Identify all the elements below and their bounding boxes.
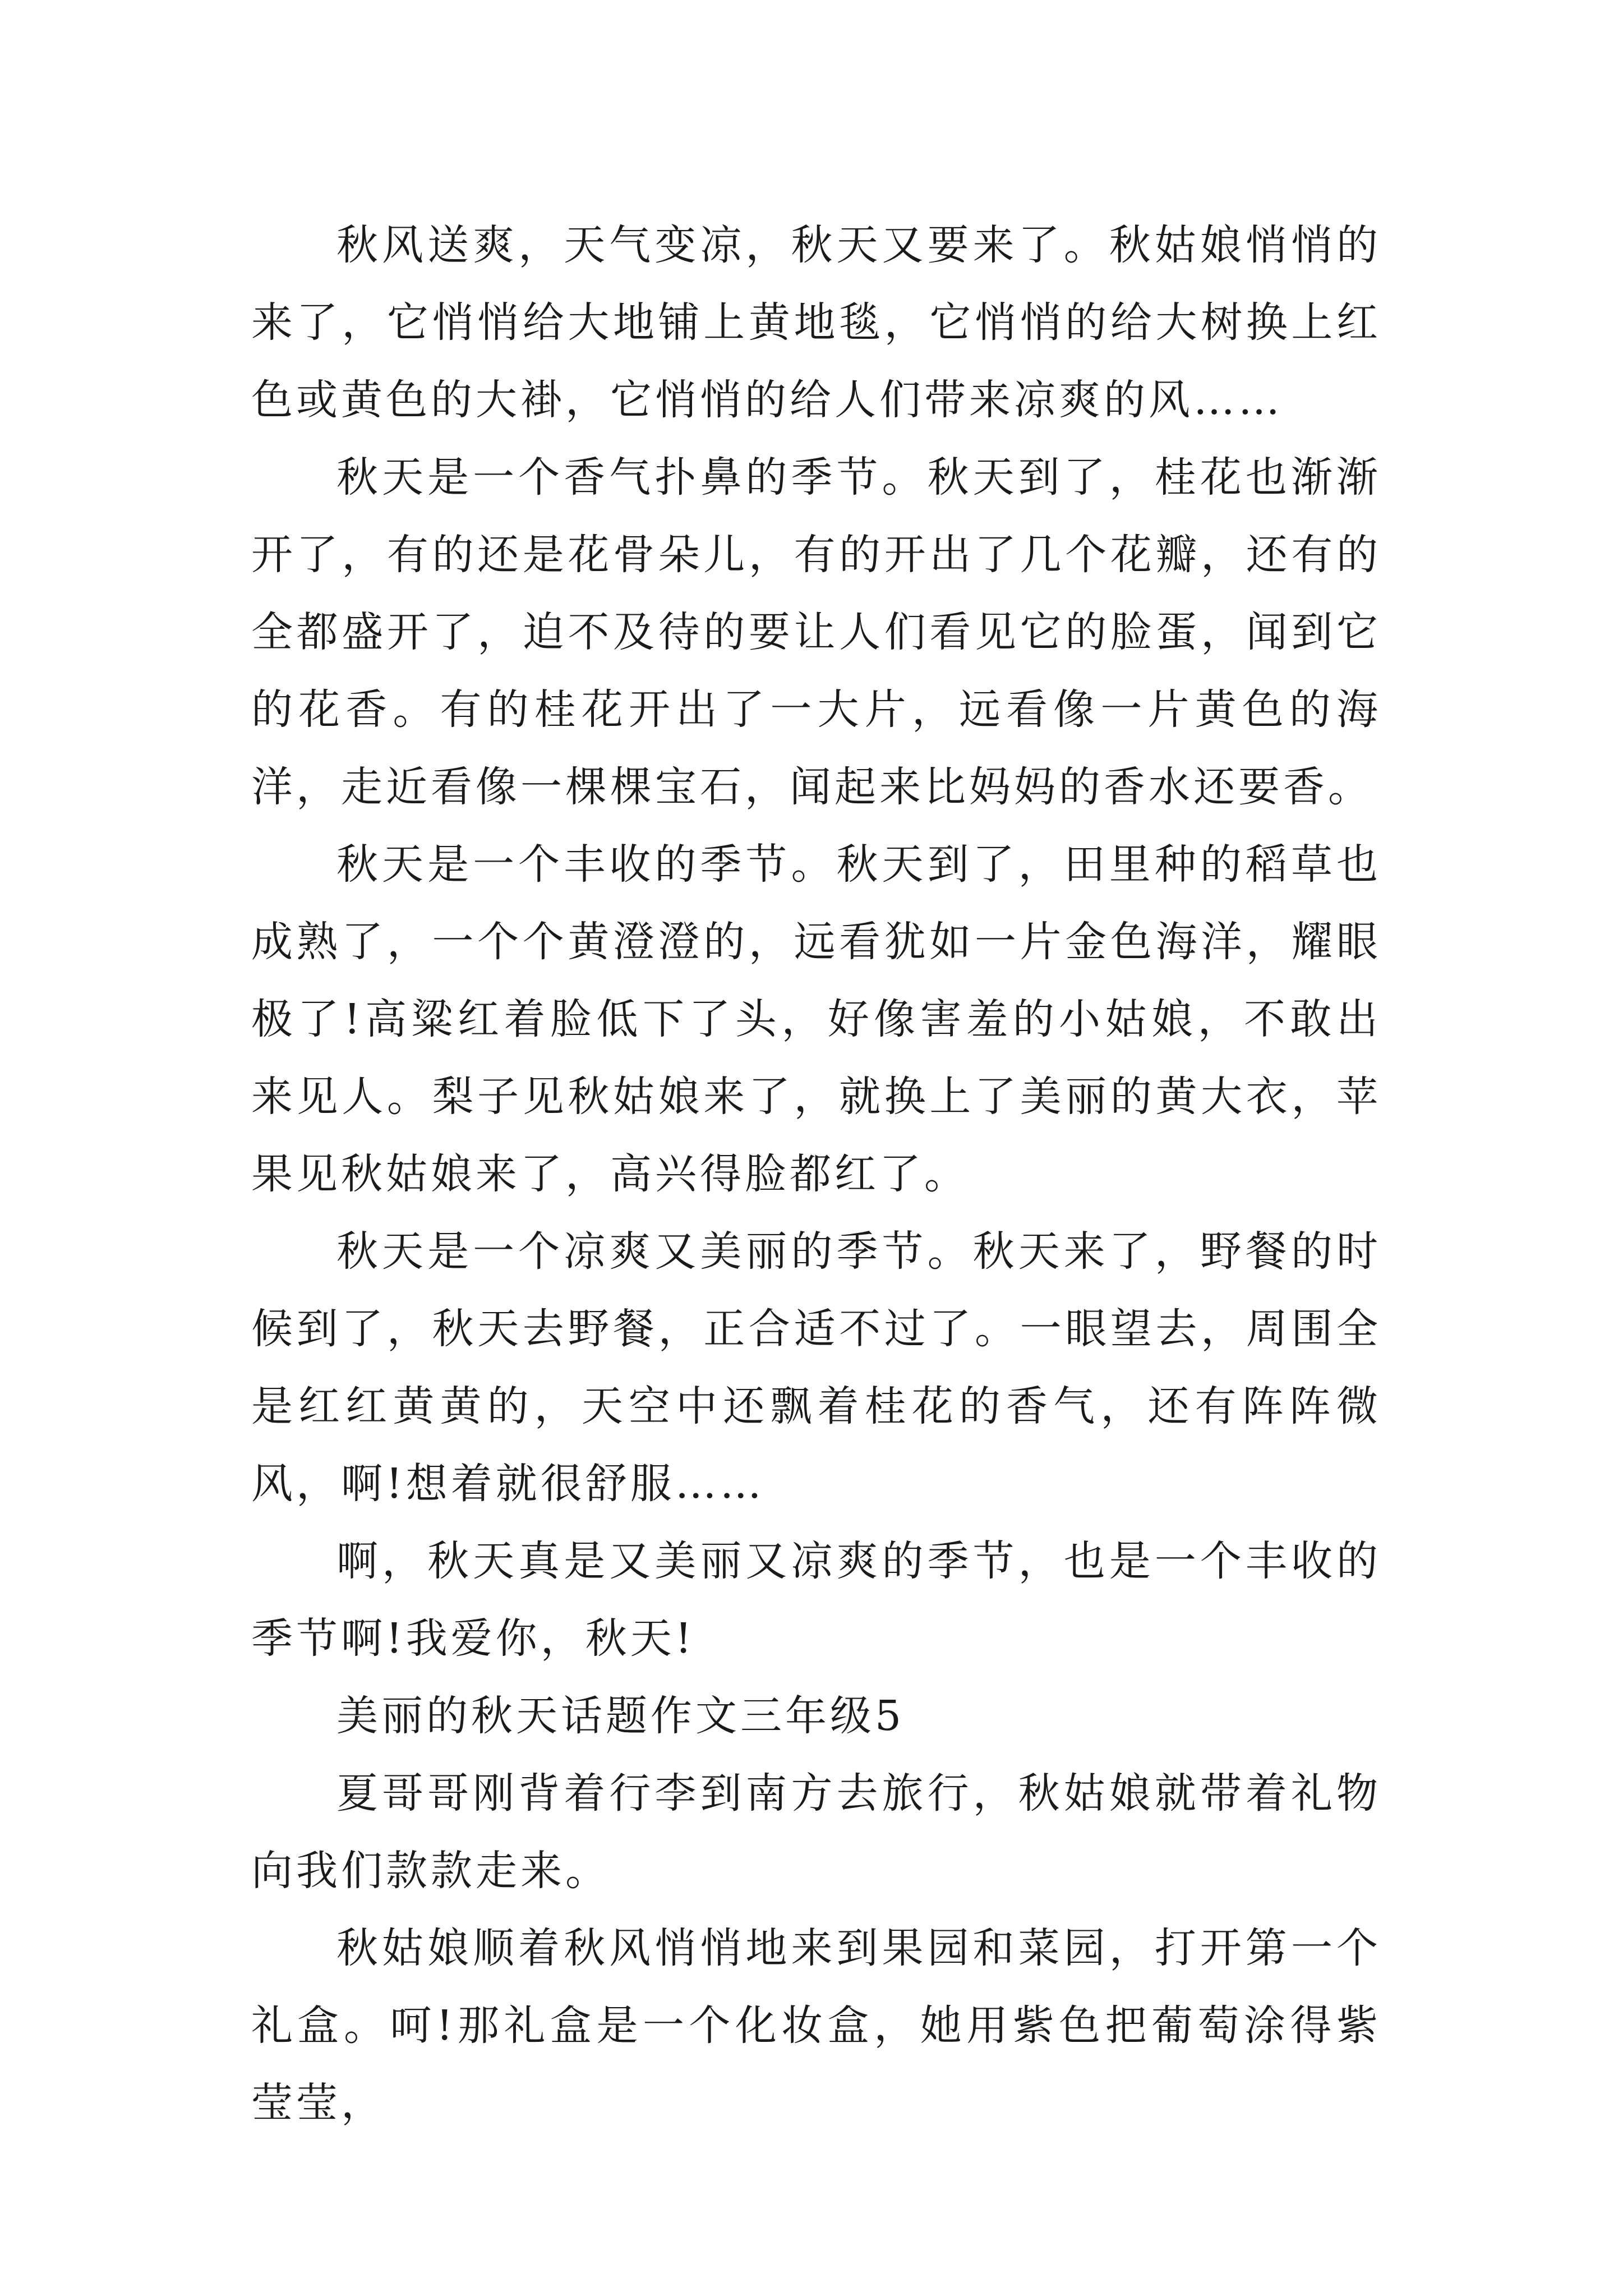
paragraph-1: 秋风送爽，天气变凉，秋天又要来了。秋姑娘悄悄的来了，它悄悄给大地铺上黄地毯，它悄悄的给大树换上红色或黄色的大褂，它悄悄的给人们带来凉爽的风…… bbox=[251, 221, 1381, 424]
paragraph-4: 秋天是一个凉爽又美丽的季节。秋天来了，野餐的时候到了，秋天去野餐，正合适不过了。一眼望去，周围全是红红黄黄的，天空中还飘着桂花的香气，还有阵阵微风，啊!想着就很舒服…… bbox=[251, 1227, 1381, 1508]
paragraph-5: 啊，秋天真是又美丽又凉爽的季节，也是一个丰收的季节啊!我爱你，秋天! bbox=[251, 1537, 1381, 1663]
paragraph-7: 秋姑娘顺着秋风悄悄地来到果园和菜园，打开第一个礼盒。呵!那礼盒是一个化妆盒，她用紫色把葡萄涂得紫莹莹， bbox=[251, 1924, 1381, 2127]
paragraph-3: 秋天是一个丰收的季节。秋天到了，田里种的稻草也成熟了，一个个黄澄澄的，远看犹如一片金色海洋，耀眼极了!高粱红着脸低下了头，好像害羞的小姑娘，不敢出来见人。梨子见秋姑娘来了，就换上了美丽的黄大衣，苹果见秋姑娘来了，高兴得脸都红了。 bbox=[251, 840, 1381, 1198]
document-body bbox=[251, 206, 1381, 2142]
section-title: 美丽的秋天话题作文三年级5 bbox=[336, 1692, 905, 1740]
paragraph-6: 夏哥哥刚背着行李到南方去旅行，秋姑娘就带着礼物向我们款款走来。 bbox=[251, 1769, 1381, 1895]
paragraph-2: 秋天是一个香气扑鼻的季节。秋天到了，桂花也渐渐开了，有的还是花骨朵儿，有的开出了几个花瓣，还有的全都盛开了，迫不及待的要让人们看见它的脸蛋，闻到它的花香。有的桂花开出了一大片，远看像一片黄色的海洋，走近看像一棵棵宝石，闻起来比妈妈的香水还要香。 bbox=[251, 453, 1381, 811]
